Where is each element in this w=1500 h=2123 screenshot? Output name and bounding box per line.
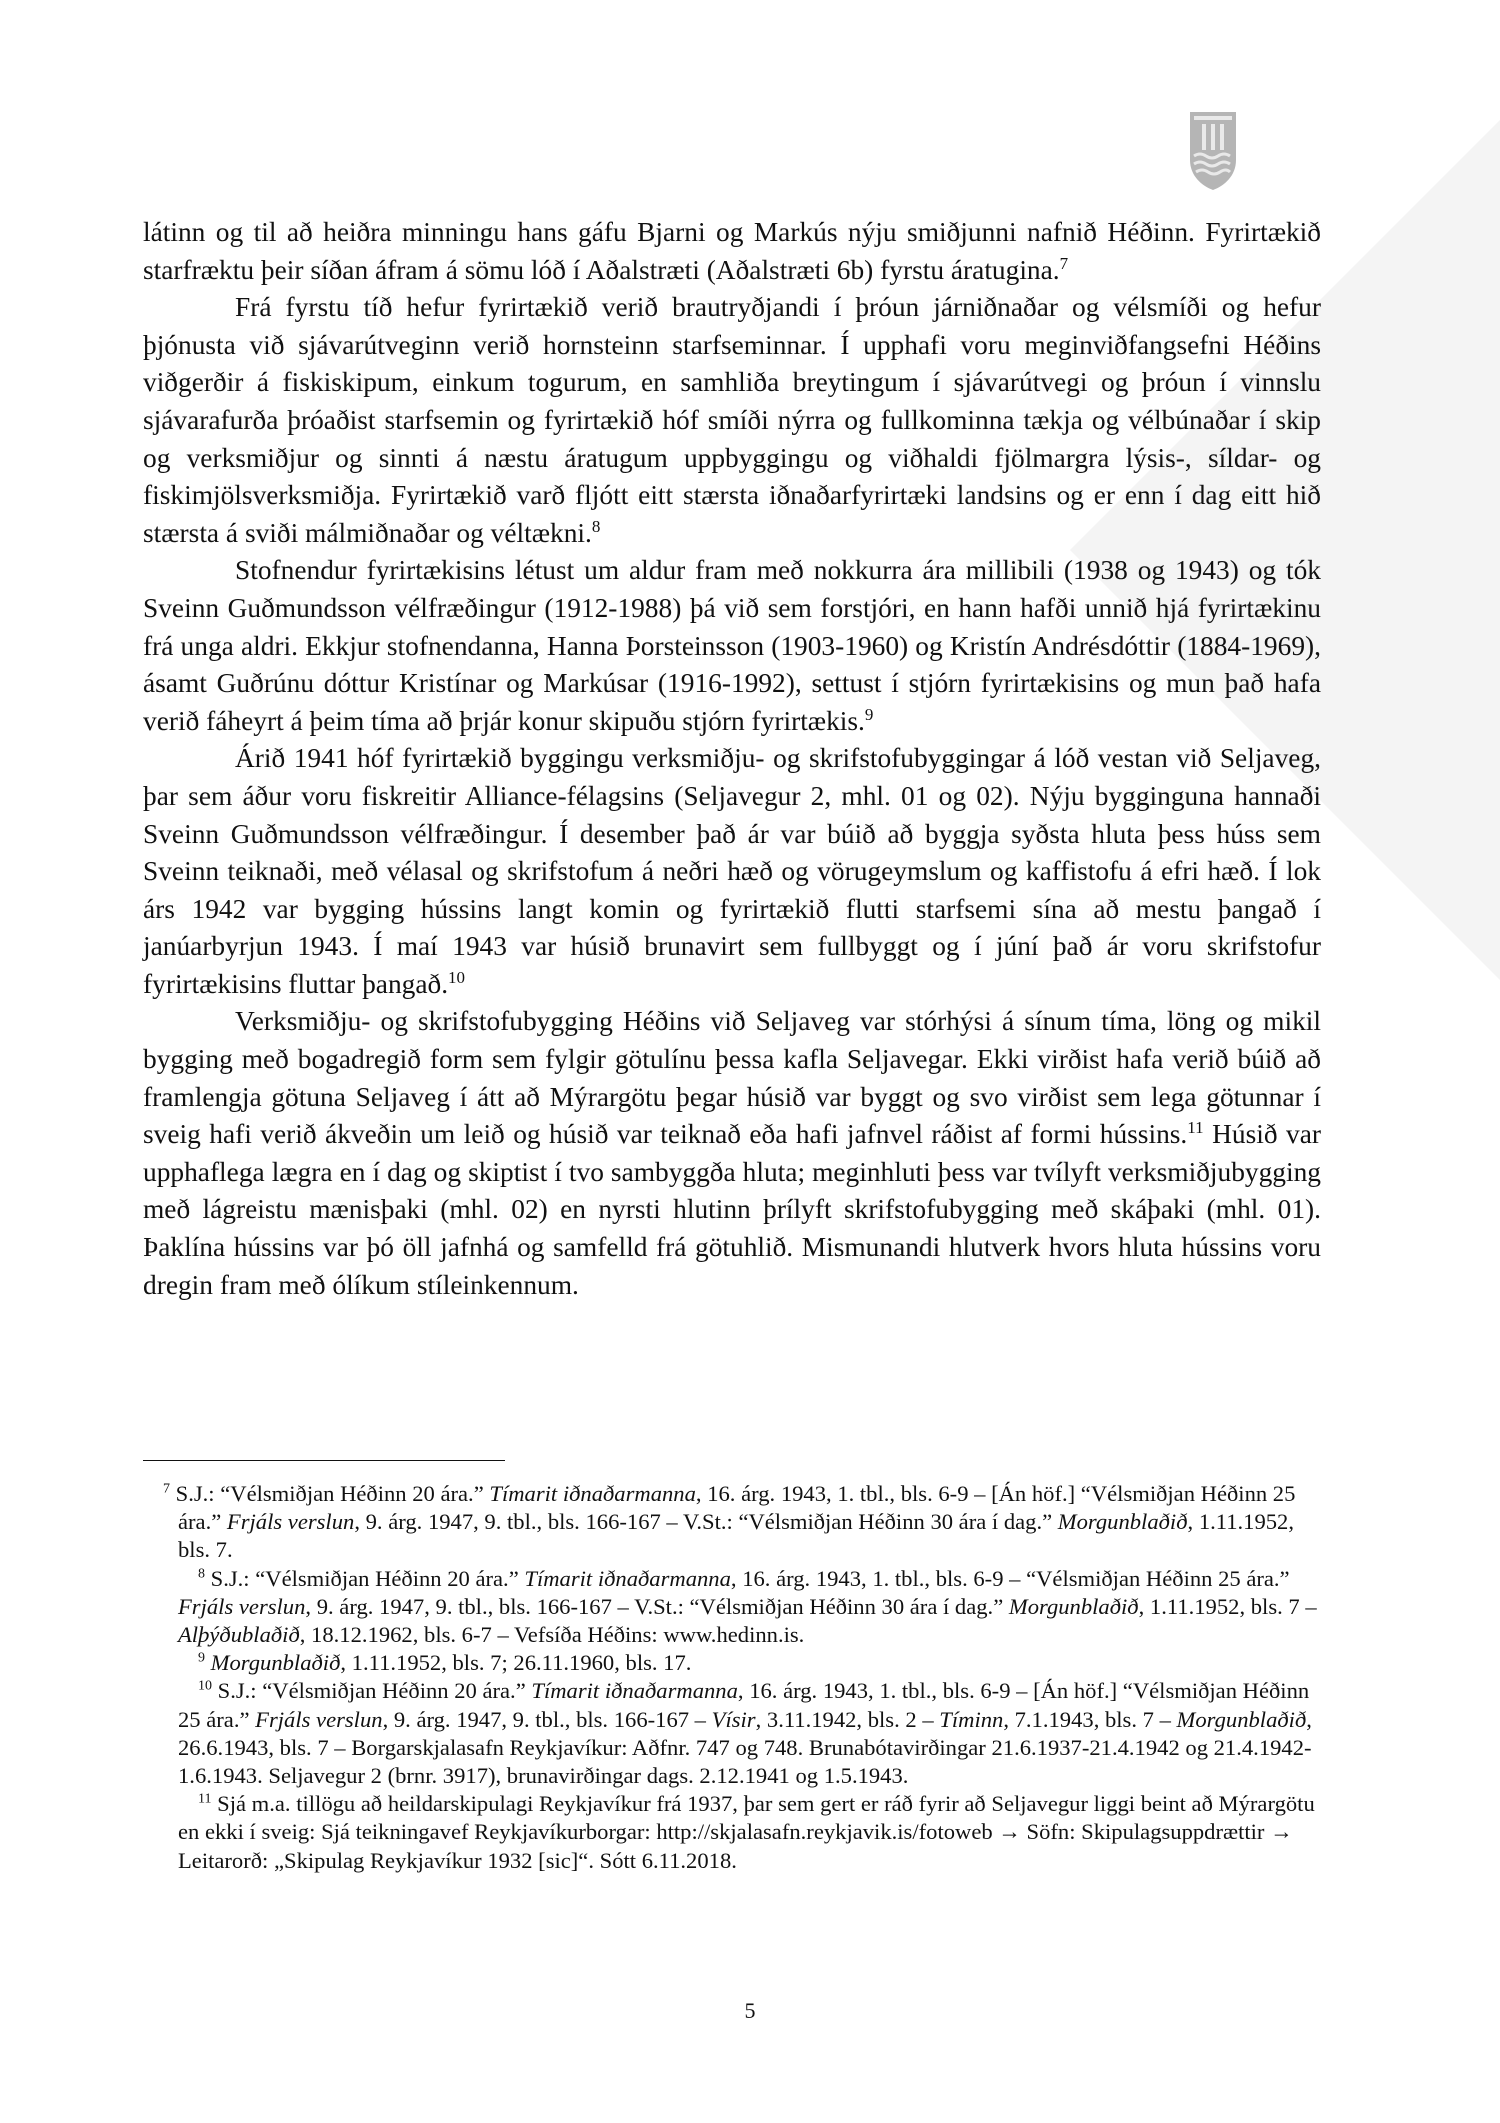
reykjavik-crest-icon — [1188, 110, 1238, 192]
footnote-7: $^7$ S.J.: “Vélsmiðjan Héðinn 20 ára.” Tímarit iðnaðarmanna, 16. árg. 1943, 1. tbl., bls. 6-9 – [Án höf.] “Vélsmiðjan Héðinn 25 ára.” Frjáls verslun, 9. árg. 1947, 9. tbl., bls. 166-167 – V.St.: “Vélsmiðjan Héðinn 30 ára í dag.” Morgunblaðið, 1.11.1952, bls. 7. — [163, 1481, 1296, 1563]
footnote-11: $^{11}$ Sjá m.a. tillögu að heildarskipulagi Reykjavíkur frá 1937, þar sem gert er ráð fyrir að Seljavegur liggi beint að Mýrargötu en ekki í sveig: Sjá teikningavef Reykjavíkurborgar: http://skjalasafn.reykjavik.is/fotoweb → Söfn: Skipulagsuppdrættir → Leitarorð: „Skipulag Reykjavíkur 1932 [sic]“. Sótt 6.11.2018. — [178, 1791, 1315, 1873]
footnote-8: $^8$ S.J.: “Vélsmiðjan Héðinn 20 ára.” Tímarit iðnaðarmanna, 16. árg. 1943, 1. tbl., bls. 6-9 – “Vélsmiðjan Héðinn 25 ára.” Frjáls verslun, 9. árg. 1947, 9. tbl., bls. 166-167 – V.St.: “Vélsmiðjan Héðinn 30 ára í dag.” Morgunblaðið, 1.11.1952, bls. 7 – Alþýðublaðið, 18.12.1962, bls. 6-7 – Vefsíða Héðins: www.hedinn.is. — [178, 1565, 1317, 1648]
footnotes — [163, 1480, 1323, 1875]
footnote-ref[interactable]: 10 — [448, 967, 466, 987]
footnote-ref[interactable]: 9 — [864, 704, 874, 724]
footnote-10: $^{10}$ S.J.: “Vélsmiðjan Héðinn 20 ára.” Tímarit iðnaðarmanna, 16. árg. 1943, 1. tbl., bls. 6-9 – [Án höf.] “Vélsmiðjan Héðinn 25 ára.” Frjáls verslun, 9. árg. 1947, 9. tbl., bls. 166-167 – Vísir, 3.11.1942, bls. 2 – Tíminn, 7.1.1943, bls. 7 – Morgunblaðið, 26.6.1943, bls. 7 – Borgarskjalasafn Reykjavíkur: Aðfnr. 747 og 748. Brunabótavirðingar 21.6.1937-21.4.1942 og 21.4.1942-1.6.1943. Seljavegur 2 (brnr. 3917), brunavirðingar dags. 2.12.1941 og 1.5.1943. — [178, 1678, 1312, 1789]
paragraph-4: Árið 1941 hóf fyrirtækið byggingu verksmiðju- og skrifstofubyggingar á lóð vestan við Seljaveg, þar sem áður voru fiskreitir Alliance-félagsins (Seljavegur 2, mhl. 01 og 02). Nýju bygginguna hannaði Sveinn Guðmundsson vélfræðingur. Í desember það ár var búið að byggja syðsta hluta þess húss sem Sveinn teiknaði, með vélasal og skrifstofum á neðri hæð og vörugeymslum og kaffistofu á efri hæð. Í lok árs 1942 var bygging hússins langt komin og fyrirtækið flutti starfsemi sína að mestu þangað í janúarbyrjun 1943. Í maí 1943 var húsið brunavirt sem fullbyggt og í júní það ár voru skrifstofur fyrirtækisins fluttar þangað.$^{10}$ — [143, 743, 1321, 999]
footnote-ref[interactable]: 11 — [1187, 1118, 1204, 1138]
footnote-separator — [143, 1460, 505, 1461]
paragraph-1: látinn og til að heiðra minningu hans gáfu Bjarni og Markús nýju smiðjunni nafnið Héðinn. Fyrirtækið starfræktu þeir síðan áfram á sömu lóð í Aðalstræti (Aðalstræti 6b) fyrstu áratugina.$^7$ — [143, 217, 1321, 285]
footnote-ref[interactable]: 8 — [591, 516, 601, 536]
page-number: 5 — [744, 1998, 756, 2023]
body-text — [143, 214, 1321, 1304]
footnote-ref[interactable]: 7 — [1059, 253, 1069, 273]
paragraph-3: Stofnendur fyrirtækisins létust um aldur fram með nokkurra ára millibili (1938 og 1943) og tók Sveinn Guðmundsson vélfræðingur (1912-1988) þá við sem forstjóri, en hann hafði unnið hjá fyrirtækinu frá unga aldri. Ekkjur stofnendanna, Hanna Þorsteinsson (1903-1960) og Kristín Andrésdóttir (1884-1969), ásamt Guðrúnu dóttur Kristínar og Markúsar (1916-1992), settust í stjórn fyrirtækisins og mun það hafa verið fáheyrt á þeim tíma að þrjár konur skipuðu stjórn fyrirtækis.$^9$ — [143, 555, 1321, 736]
paragraph-5: Verksmiðju- og skrifstofubygging Héðins við Seljaveg var stórhýsi á sínum tíma, löng og mikil bygging með bogadregið form sem fylgir götulínu þessa kafla Seljavegar. Ekki virðist hafa verið búið að framlengja götuna Seljaveg í átt að Mýrargötu þegar húsið var byggt og svo virðist sem lega götunnar í sveig hafi verið ákveðin um leið og húsið var teiknað eða hafi jafnvel ráðist af formi hússins.$^{11}$ Húsið var upphaflega lægra en í dag og skiptist í tvo sambyggða hluta; meginhluti þess var tvílyft verksmiðjubygging með lágreistu mænisþaki (mhl. 02) en nyrsti hlutinn þrílyft skrifstofubygging með skáþaki (mhl. 01). Þaklína hússins var þó öll jafnhá og samfelld frá götuhlið. Mismunandi hlutverk hvors hluta hússins voru dregin fram með ólíkum stíleinkennum. — [143, 1006, 1321, 1300]
paragraph-2: Frá fyrstu tíð hefur fyrirtækið verið brautryðjandi í þróun járniðnaðar og vélsmíði og hefur þjónusta við sjávarútveginn verið hornsteinn starfseminnar. Í upphafi voru meginviðfangsefni Héðins viðgerðir á fiskiskipum, einkum togurum, en samhliða breytingum í sjávarútvegi og þróun í vinnslu sjávarafurða þróaðist starfsemin og fyrirtækið hóf smíði nýrra og fullkominna tækja og vélbúnaðar í skip og verksmiðjur og sinnti á næstu áratugum uppbyggingu og viðhaldi fjölmargra lýsis-, síldar- og fiskimjölsverksmiðja. Fyrirtækið varð fljótt eitt stærsta iðnaðarfyrirtæki landsins og er enn í dag eitt hið stærsta á sviði málmiðnaðar og véltækni.$^8$ — [143, 292, 1321, 548]
footnote-9: $^9$ Morgunblaðið, 1.11.1952, bls. 7; 26.11.1960, bls. 17. — [198, 1650, 692, 1676]
